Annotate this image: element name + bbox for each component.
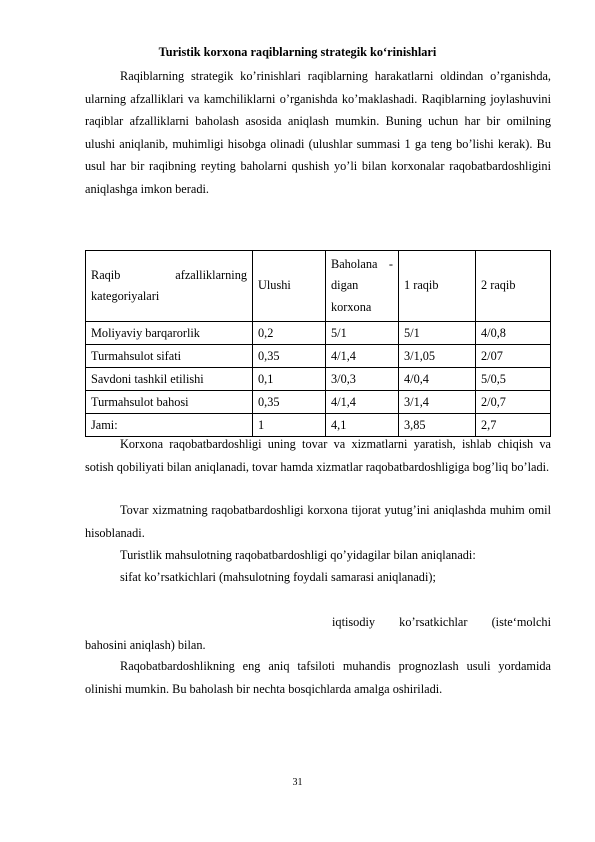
table-cell: 0,2 xyxy=(253,322,326,345)
table-cell: 4,1 xyxy=(326,414,399,437)
header-evaluated-line1: Baholana - xyxy=(331,256,393,271)
paragraph-economic-indicators: iqtisodiy ko’rsatkichlar (iste‘molchi bahosini aniqlash) bilan. xyxy=(85,615,551,652)
table-header-row xyxy=(86,251,551,322)
paragraph-product-competitiveness: Tovar xizmatning raqobatbardoshligi korxona tijorat yutug’ini aniqlashda muhim omil hisoblanadi. xyxy=(85,503,551,540)
header-evaluated-line2: digan xyxy=(331,278,359,293)
table-cell: Jami: xyxy=(86,414,253,437)
table-cell: Turmahsulot bahosi xyxy=(86,391,253,414)
table-cell: Savdoni tashkil etilishi xyxy=(86,368,253,391)
header-categories: Raqib afzalliklarning kategoriyalari xyxy=(86,251,253,322)
table-cell: 5/0,5 xyxy=(476,368,551,391)
table-cell: 4/0,4 xyxy=(399,368,476,391)
table-cell: Turmahsulot sifati xyxy=(86,345,253,368)
page-number: 31 xyxy=(292,777,303,788)
paragraph-intro: Raqiblarning strategik ko’rinishlari raqiblarning harakatlarni oldindan o’rganishda, ularning afzalliklari va kamchiliklarni o’rganishda ko’maklashadi. Raqiblarning joylashuvini raqiblar afzalliklarni baholash asosida aniqlash mumkin. Buning uchun har bir omilning ulushi aniqlanib, muhimligi hisobga olinadi (ulushlar summasi 1 ga teng bo’lishi kerak). Bu usul har bir raqibning reyting baholarni qushish yo’li bilan korxonalar raqobatbardoshligini aniqlashga imkon beradi. xyxy=(85,69,551,196)
table-cell: 5/1 xyxy=(326,322,399,345)
header-competitor-1: 1 raqib xyxy=(399,251,476,322)
table-cell: 3/1,4 xyxy=(399,391,476,414)
table-cell: 3/0,3 xyxy=(326,368,399,391)
header-competitor-2: 2 raqib xyxy=(476,251,551,322)
paragraph-forecasting: Raqobatbardoshlikning eng aniq tafsiloti muhandis prognozlash usuli yordamida olinishi mumkin. Bu baholash bir nechta bosqichlarda amalga oshiriladi. xyxy=(85,659,551,696)
table-cell: 2/07 xyxy=(476,345,551,368)
table-cell: 2,7 xyxy=(476,414,551,437)
header-evaluated-line3: korxona xyxy=(331,299,372,314)
table-cell: 0,35 xyxy=(253,391,326,414)
table-cell: 3/1,05 xyxy=(399,345,476,368)
table-cell: 1 xyxy=(253,414,326,437)
line-quality-indicators: sifat ko’rsatkichlari (mahsulotning foydali samarasi aniqlanadi); xyxy=(120,570,436,584)
table-row xyxy=(86,322,551,345)
header-evaluated-company xyxy=(326,251,399,322)
page-title: Turistik korxona raqiblarning strategik ko‘rinishlari xyxy=(158,45,437,59)
table-cell: 0,35 xyxy=(253,345,326,368)
table-cell: 4/1,4 xyxy=(326,391,399,414)
table-cell: 0,1 xyxy=(253,368,326,391)
competitor-table xyxy=(85,250,551,437)
table-cell: 4/0,8 xyxy=(476,322,551,345)
table-cell: 5/1 xyxy=(399,322,476,345)
line-determined-by: Turistlik mahsulotning raqobatbardoshligi qo’yidagilar bilan aniqlanadi: xyxy=(120,548,476,562)
table-cell: 4/1,4 xyxy=(326,345,399,368)
table-cell: 3,85 xyxy=(399,414,476,437)
header-share: Ulushi xyxy=(253,251,326,322)
table-cell: 2/0,7 xyxy=(476,391,551,414)
table-cell: Moliyaviy barqarorlik xyxy=(86,322,253,345)
table-row xyxy=(86,391,551,414)
paragraph-competitiveness: Korxona raqobatbardoshligi uning tovar va xizmatlarni yaratish, ishlab chiqish va sotish qobiliyati bilan aniqlanadi, tovar hamda xizmatlar raqobatbardoshligiga bog’liq bo’ladi. xyxy=(85,437,551,474)
table-row xyxy=(86,368,551,391)
table-row xyxy=(86,345,551,368)
